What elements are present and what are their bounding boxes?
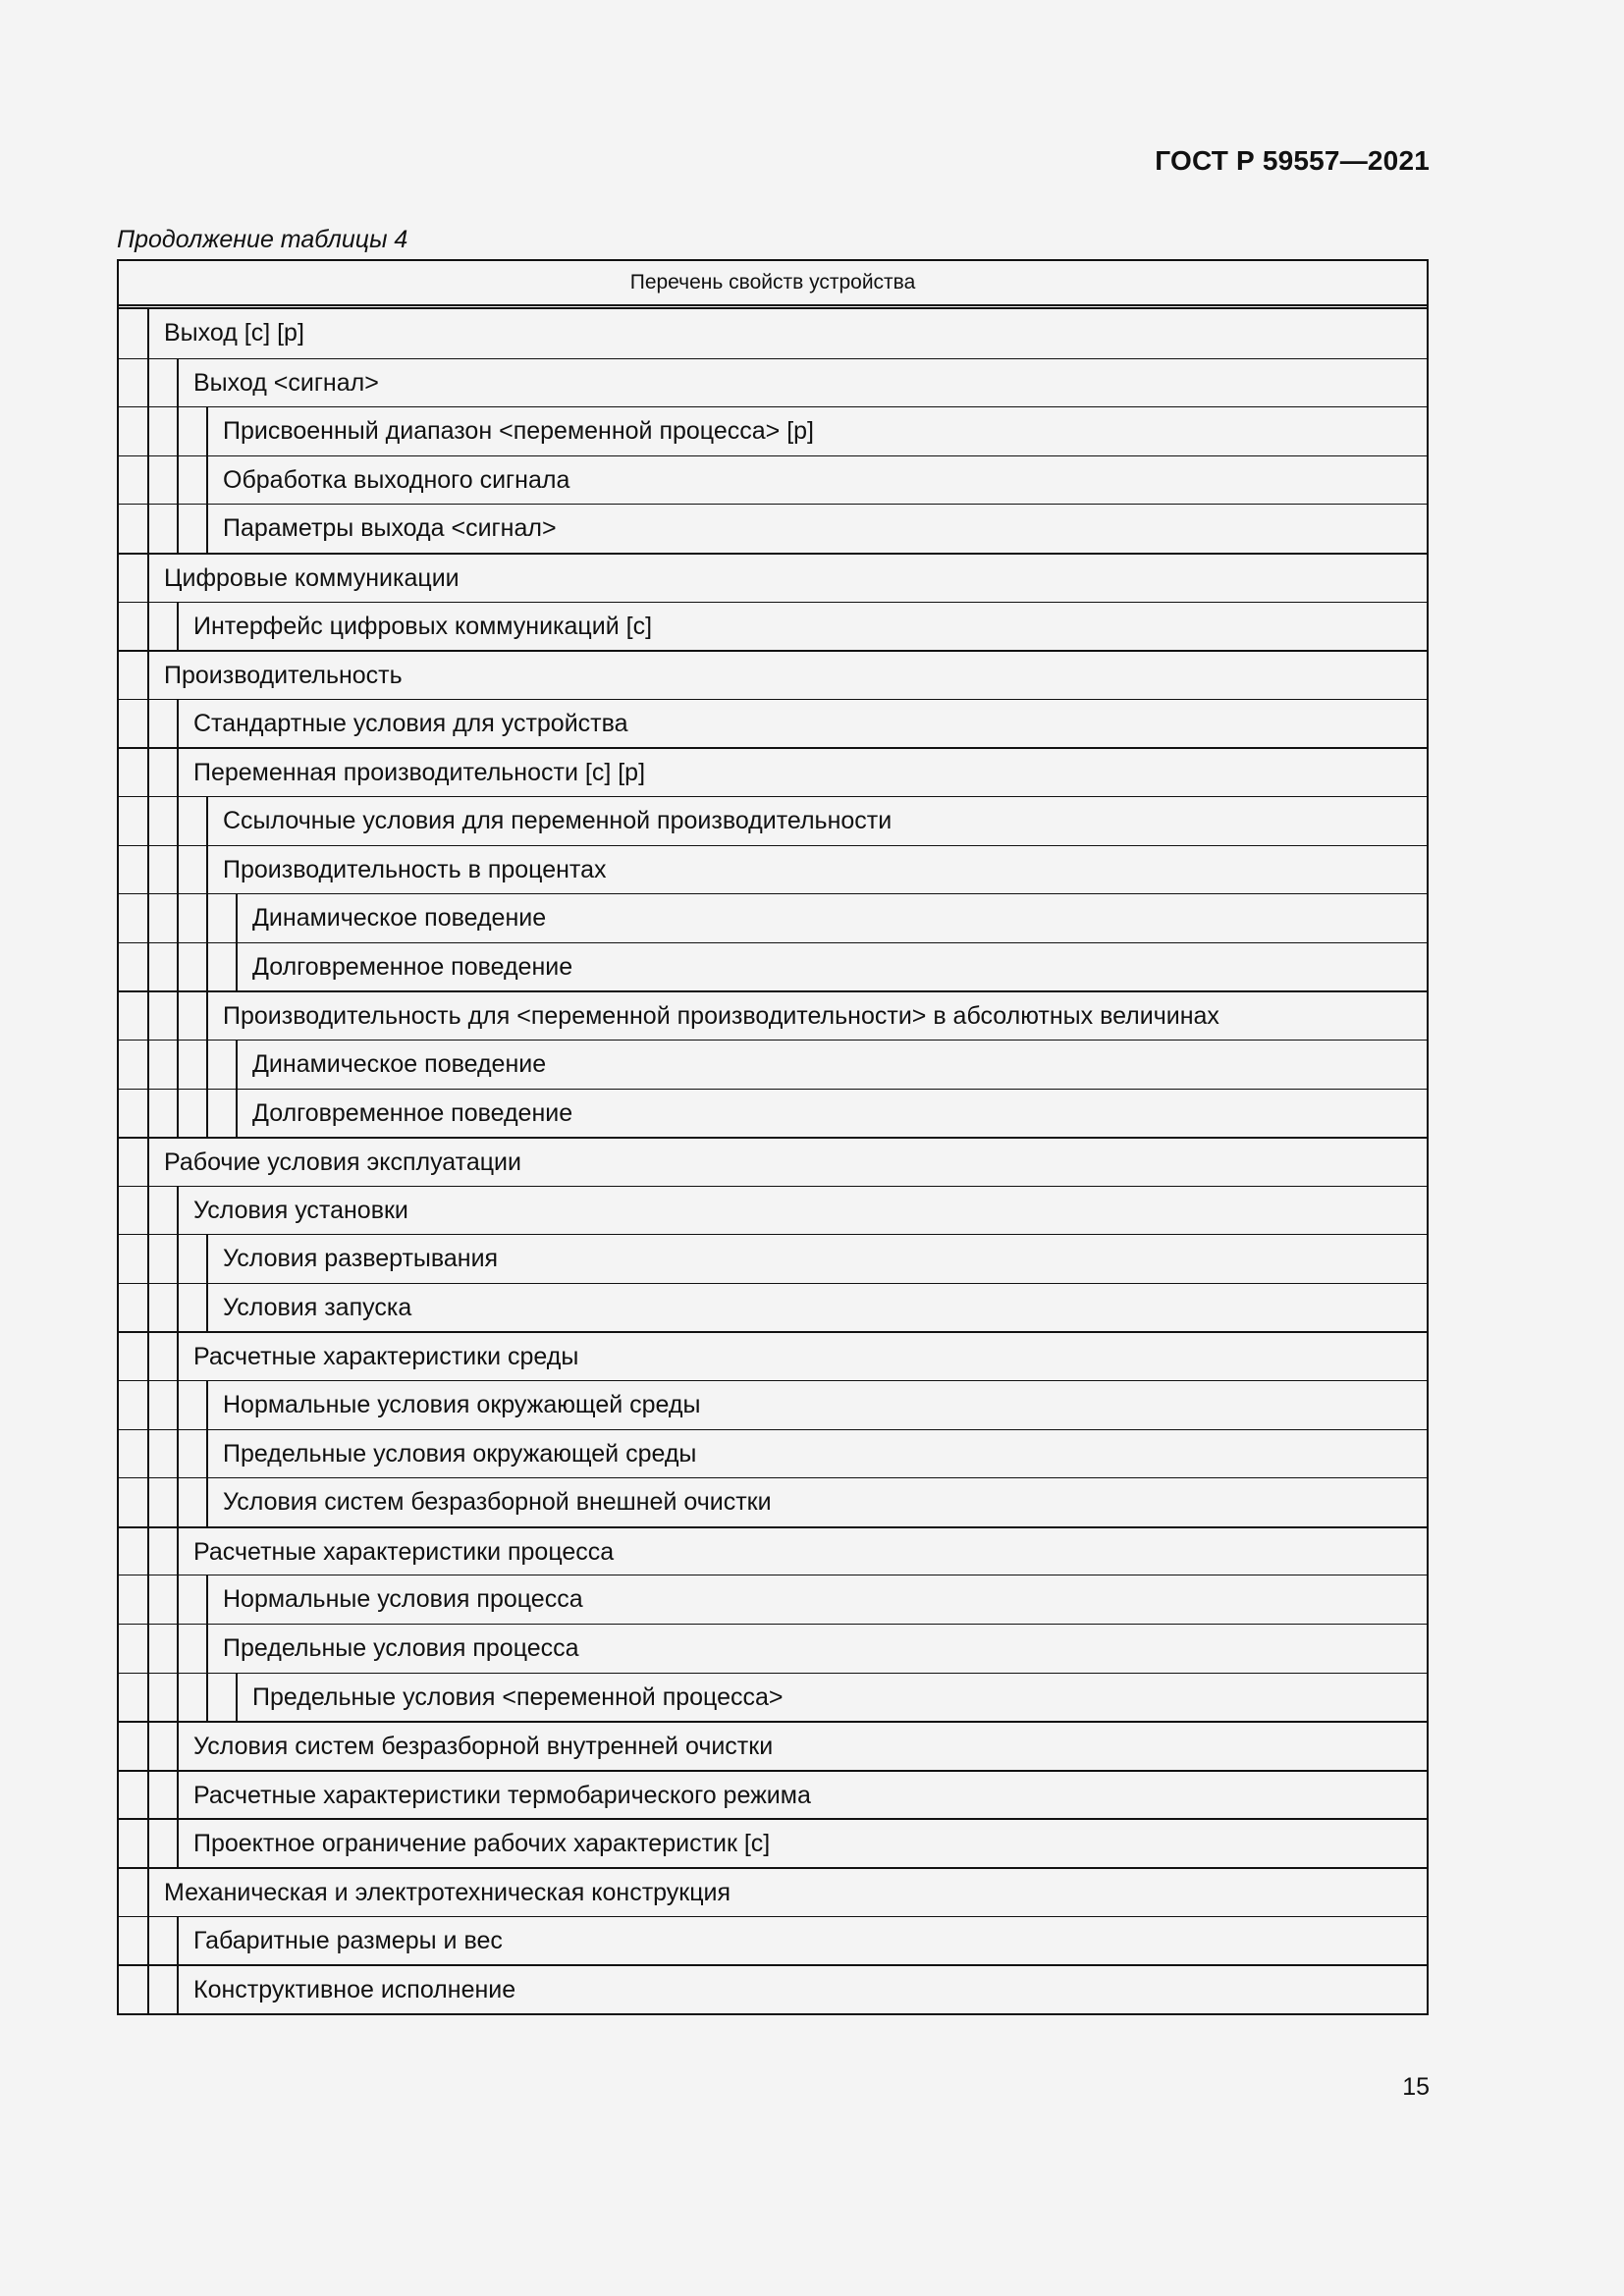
indent-cell [119, 1478, 149, 1526]
table-row [119, 1964, 1427, 2013]
indent-cell [208, 1090, 238, 1138]
indent-cell [179, 797, 208, 845]
table-row [119, 358, 1427, 407]
table-row [119, 796, 1427, 845]
row-label: Динамическое поведение [252, 1049, 547, 1078]
indent-cell [149, 1284, 179, 1332]
indent-cell [119, 1917, 149, 1965]
indent-cell [179, 407, 208, 455]
indent-cell [179, 943, 208, 991]
indent-cell [119, 603, 149, 651]
table-row [119, 990, 1427, 1040]
indent-cell [149, 1528, 179, 1575]
indent-cell [119, 700, 149, 748]
table-row [119, 1186, 1427, 1235]
row-label: Обработка выходного сигнала [223, 465, 570, 494]
table-row [119, 504, 1427, 553]
indent-cell [119, 1820, 149, 1867]
table-row [119, 309, 1427, 358]
indent-cell [119, 309, 149, 358]
table-row [119, 1429, 1427, 1478]
indent-cell [119, 456, 149, 505]
row-label: Конструктивное исполнение [193, 1976, 516, 2004]
indent-cell [149, 700, 179, 748]
row-label: Условия запуска [223, 1293, 412, 1321]
table-row [119, 1234, 1427, 1283]
indent-cell [119, 1674, 149, 1722]
indent-cell [179, 894, 208, 942]
indent-cell [119, 1187, 149, 1235]
indent-cell [149, 1187, 179, 1235]
table-row [119, 1818, 1427, 1867]
indent-cell [149, 407, 179, 455]
table-caption: Продолжение таблицы 4 [117, 226, 408, 253]
table-row [119, 699, 1427, 748]
indent-cell [119, 1381, 149, 1429]
row-label: Производительность в процентах [223, 855, 607, 883]
indent-cell [149, 1674, 179, 1722]
indent-cell [119, 1625, 149, 1673]
row-label: Проектное ограничение рабочих характеристик [c] [193, 1830, 771, 1858]
row-label: Предельные условия процесса [223, 1634, 579, 1663]
indent-cell [179, 1674, 208, 1722]
indent-cell [119, 407, 149, 455]
indent-cell [149, 1966, 179, 2013]
indent-cell [179, 1381, 208, 1429]
table-row [119, 845, 1427, 894]
indent-cell [179, 1235, 208, 1283]
table-column-header: Перечень свойств устройства [119, 261, 1427, 309]
table-row [119, 1477, 1427, 1526]
row-label: Расчетные характеристики процесса [193, 1537, 615, 1566]
row-label: Ссылочные условия для переменной производительности [223, 806, 893, 834]
indent-cell [179, 1284, 208, 1332]
indent-cell [149, 943, 179, 991]
indent-cell [149, 603, 179, 651]
table-row [119, 893, 1427, 942]
row-label: Рабочие условия эксплуатации [164, 1148, 521, 1177]
indent-cell [149, 1430, 179, 1478]
indent-cell [149, 1772, 179, 1819]
table-row [119, 1867, 1427, 1916]
indent-cell [149, 846, 179, 894]
indent-cell [149, 1575, 179, 1624]
indent-cell [119, 1284, 149, 1332]
row-label: Динамическое поведение [252, 904, 547, 933]
table-row [119, 1089, 1427, 1138]
row-label: Условия установки [193, 1196, 408, 1224]
row-label: Предельные условия окружающей среды [223, 1439, 697, 1468]
table-row [119, 1575, 1427, 1624]
row-label: Параметры выхода <сигнал> [223, 514, 557, 543]
indent-cell [119, 1430, 149, 1478]
indent-cell [119, 652, 149, 699]
indent-cell [208, 894, 238, 942]
row-label: Расчетные характеристики среды [193, 1343, 579, 1371]
indent-cell [149, 797, 179, 845]
indent-cell [179, 1625, 208, 1673]
row-label: Условия развертывания [223, 1245, 499, 1273]
table-row [119, 1916, 1427, 1965]
indent-cell [119, 1041, 149, 1089]
row-label: Стандартные условия для устройства [193, 709, 628, 737]
row-label: Выход <сигнал> [193, 368, 379, 397]
indent-cell [179, 505, 208, 553]
indent-cell [179, 1575, 208, 1624]
table-row [119, 406, 1427, 455]
indent-cell [149, 749, 179, 796]
indent-cell [119, 1090, 149, 1138]
table-row [119, 1331, 1427, 1380]
indent-cell [149, 992, 179, 1040]
table-row [119, 602, 1427, 651]
indent-cell [119, 505, 149, 553]
indent-cell [119, 749, 149, 796]
indent-cell [208, 943, 238, 991]
row-label: Переменная производительности [c] [p] [193, 759, 646, 787]
indent-cell [119, 359, 149, 407]
indent-cell [119, 1723, 149, 1770]
row-label: Долговременное поведение [252, 1098, 573, 1127]
indent-cell [119, 992, 149, 1040]
table-row [119, 1283, 1427, 1332]
row-label: Условия систем безразборной внешней очистки [223, 1488, 772, 1517]
table-row [119, 1526, 1427, 1575]
indent-cell [149, 1917, 179, 1965]
table-row [119, 1137, 1427, 1186]
indent-cell [119, 1333, 149, 1380]
indent-cell [119, 1235, 149, 1283]
indent-cell [208, 1041, 238, 1089]
table-row [119, 1721, 1427, 1770]
indent-cell [119, 1772, 149, 1819]
indent-cell [149, 1041, 179, 1089]
indent-cell [119, 1139, 149, 1186]
row-label: Выход [c] [p] [164, 319, 304, 347]
indent-cell [149, 1820, 179, 1867]
table-row [119, 1380, 1427, 1429]
indent-cell [179, 1041, 208, 1089]
table-row [119, 455, 1427, 505]
indent-cell [149, 894, 179, 942]
indent-cell [149, 359, 179, 407]
row-label: Нормальные условия окружающей среды [223, 1391, 701, 1419]
table-row [119, 553, 1427, 602]
page-number: 15 [1402, 2073, 1430, 2101]
indent-cell [149, 1235, 179, 1283]
indent-cell [119, 797, 149, 845]
table-row [119, 1673, 1427, 1722]
indent-cell [179, 456, 208, 505]
indent-cell [208, 1674, 238, 1722]
indent-cell [119, 846, 149, 894]
row-label: Механическая и электротехническая конструкция [164, 1879, 731, 1906]
indent-cell [119, 1966, 149, 2013]
indent-cell [179, 846, 208, 894]
table-row [119, 1770, 1427, 1819]
indent-cell [119, 894, 149, 942]
document-code: ГОСТ Р 59557—2021 [1155, 145, 1430, 176]
table-row [119, 747, 1427, 796]
indent-cell [149, 456, 179, 505]
row-label: Долговременное поведение [252, 952, 573, 981]
indent-cell [179, 992, 208, 1040]
table-body [119, 309, 1427, 2013]
indent-cell [179, 1430, 208, 1478]
row-label: Нормальные условия процесса [223, 1585, 583, 1614]
table-row [119, 1624, 1427, 1673]
indent-cell [119, 555, 149, 602]
table-row [119, 942, 1427, 991]
row-label: Производительность [164, 662, 403, 690]
indent-cell [119, 1869, 149, 1916]
row-label: Интерфейс цифровых коммуникаций [c] [193, 612, 653, 640]
row-label: Условия систем безразборной внутренней очистки [193, 1733, 774, 1761]
indent-cell [179, 1478, 208, 1526]
indent-cell [119, 1575, 149, 1624]
table-row [119, 1040, 1427, 1089]
row-label: Габаритные размеры и вес [193, 1926, 503, 1954]
row-label: Расчетные характеристики термобарического режима [193, 1781, 811, 1809]
row-label: Предельные условия <переменной процесса> [252, 1682, 784, 1711]
indent-cell [149, 1478, 179, 1526]
indent-cell [119, 1528, 149, 1575]
indent-cell [149, 1625, 179, 1673]
row-label: Цифровые коммуникации [164, 563, 460, 592]
table-row [119, 650, 1427, 699]
indent-cell [149, 1381, 179, 1429]
row-label: Производительность для <переменной производительности> в абсолютных величинах [223, 1002, 1219, 1031]
indent-cell [119, 943, 149, 991]
row-label: Присвоенный диапазон <переменной процесса> [p] [223, 417, 814, 446]
indent-cell [149, 505, 179, 553]
indent-cell [149, 1333, 179, 1380]
indent-cell [149, 1723, 179, 1770]
indent-cell [149, 1090, 179, 1138]
device-properties-table [117, 259, 1429, 2015]
indent-cell [179, 1090, 208, 1138]
